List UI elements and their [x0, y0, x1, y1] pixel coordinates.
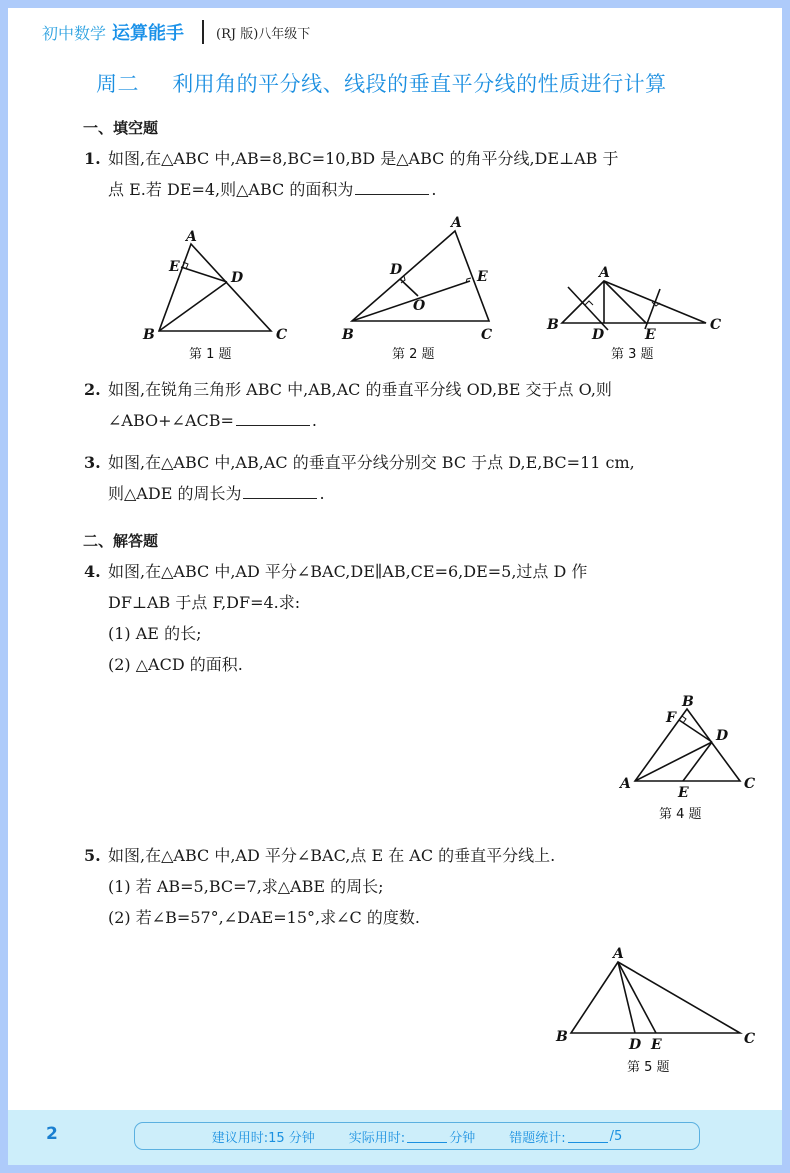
- period: .: [311, 411, 317, 430]
- topic-label: 利用角的平分线、线段的垂直平分线的性质进行计算: [172, 72, 667, 96]
- question-number: 4.: [84, 562, 101, 581]
- answer-blank[interactable]: [236, 411, 310, 426]
- brand-label: 运算能手: [112, 23, 185, 44]
- figure-caption: 第 1 题: [189, 347, 232, 362]
- question-text: 如图,在△ABC 中,AB,AC 的垂直平分线分别交 BC 于点 D,E,BC=11 cm,: [108, 453, 635, 472]
- question-text: 点 E.若 DE=4,则△ABC 的面积为: [108, 180, 354, 199]
- question-2: [84, 374, 764, 436]
- point-label: B: [143, 327, 155, 343]
- actual-time-label: 实际用时:: [348, 1130, 406, 1146]
- period: .: [319, 484, 325, 503]
- point-label: D: [716, 728, 729, 744]
- point-label: D: [629, 1037, 642, 1053]
- point-label: C: [744, 776, 756, 792]
- week-label: 周二: [96, 72, 139, 96]
- page-footer: [8, 1110, 782, 1165]
- point-label: C: [744, 1031, 756, 1047]
- point-label: O: [413, 298, 426, 314]
- question-text: 如图,在△ABC 中,AD 平分∠BAC,点 E 在 AC 的垂直平分线上.: [108, 846, 556, 865]
- point-label: C: [276, 327, 288, 343]
- question-number: 5.: [84, 846, 101, 865]
- point-label: B: [556, 1029, 568, 1045]
- error-total: /5: [609, 1128, 623, 1144]
- point-label: B: [547, 317, 559, 333]
- answer-blank[interactable]: [355, 180, 429, 195]
- question-text: DF⊥AB 于点 F,DF=4.求:: [108, 593, 301, 612]
- sub-question-1: (1) 若 AB=5,BC=7,求△ABE 的周长;: [108, 877, 384, 896]
- point-label: D: [231, 270, 244, 286]
- page-title: [96, 68, 667, 98]
- edition-label: (RJ 版)八年级下: [216, 26, 311, 42]
- figure-caption: 第 2 题: [392, 347, 435, 362]
- page-header: [42, 19, 310, 45]
- point-label: A: [599, 265, 610, 281]
- question-5: [84, 840, 764, 933]
- question-1: [84, 143, 764, 205]
- period: .: [431, 180, 437, 199]
- point-label: A: [613, 946, 624, 962]
- question-text: ∠ABO+∠ACB=: [108, 411, 234, 430]
- error-count-blank[interactable]: [568, 1130, 608, 1143]
- question-text: 如图,在△ABC 中,AD 平分∠BAC,DE∥AB,CE=6,DE=5,过点 D 作: [108, 562, 588, 581]
- point-label: D: [592, 327, 605, 343]
- point-label: A: [186, 229, 197, 245]
- question-text: 如图,在△ABC 中,AB=8,BC=10,BD 是△ABC 的角平分线,DE⊥AB 于: [108, 149, 619, 168]
- actual-time-blank[interactable]: [407, 1130, 447, 1143]
- series-label: 初中数学: [42, 23, 107, 43]
- error-count-label: 错题统计:: [509, 1130, 566, 1146]
- point-label: E: [678, 785, 689, 801]
- question-number: 3.: [84, 453, 101, 472]
- sub-question-2: (2) 若∠B=57°,∠DAE=15°,求∠C 的度数.: [108, 908, 420, 927]
- sub-question-2: (2) △ACD 的面积.: [108, 655, 243, 674]
- section-answer: 二、解答题: [83, 532, 159, 550]
- point-label: B: [682, 694, 694, 710]
- point-label: F: [666, 710, 676, 726]
- question-4: [84, 556, 764, 680]
- question-number: 1.: [84, 149, 101, 168]
- point-label: A: [451, 215, 462, 231]
- sub-question-1: (1) AE 的长;: [108, 624, 202, 643]
- point-label: D: [390, 262, 403, 278]
- figure-caption: 第 5 题: [627, 1060, 670, 1075]
- figure-caption: 第 4 题: [659, 807, 702, 822]
- point-label: E: [651, 1037, 662, 1053]
- figure-caption: 第 3 题: [611, 347, 654, 362]
- point-label: E: [477, 269, 488, 285]
- time-tracking-box: [134, 1122, 700, 1150]
- point-label: E: [169, 259, 180, 275]
- point-label: E: [645, 327, 656, 343]
- point-label: C: [481, 327, 493, 343]
- page-number: 2: [46, 1124, 58, 1144]
- answer-blank[interactable]: [243, 484, 317, 499]
- question-text: 则△ADE 的周长为: [108, 484, 242, 503]
- question-number: 2.: [84, 380, 101, 399]
- header-divider: [202, 20, 204, 44]
- actual-time-unit: 分钟: [449, 1130, 476, 1146]
- point-label: A: [620, 776, 631, 792]
- question-text: 如图,在锐角三角形 ABC 中,AB,AC 的垂直平分线 OD,BE 交于点 O,则: [108, 380, 612, 399]
- point-label: C: [710, 317, 722, 333]
- point-label: B: [342, 327, 354, 343]
- question-3: [84, 447, 764, 509]
- section-fill-blank: 一、填空题: [83, 119, 159, 137]
- suggested-time: 建议用时:15 分钟: [211, 1130, 315, 1146]
